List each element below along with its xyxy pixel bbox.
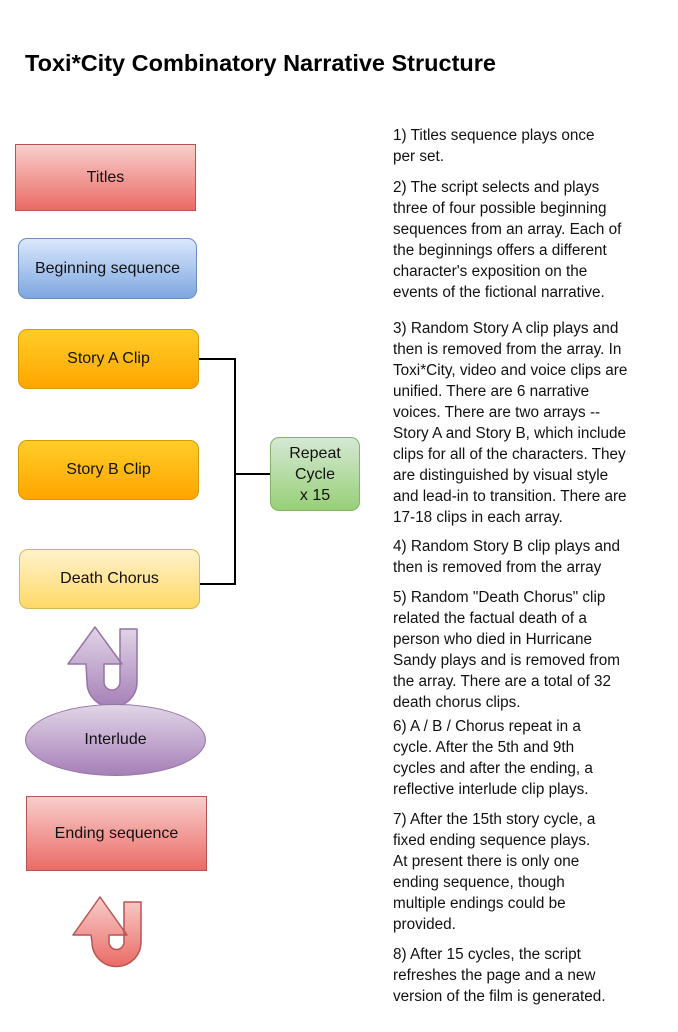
red-u-turn-arrow-icon [73, 897, 141, 967]
note-line: related the factual death of a [393, 610, 587, 627]
note-line: cycle. After the 5th and 9th [393, 739, 575, 756]
note-line: 6) A / B / Chorus repeat in a [393, 718, 581, 735]
titles-label: Titles [86, 168, 125, 186]
story-b-clip-node [18, 440, 199, 500]
note-line: fixed ending sequence plays. [393, 832, 591, 849]
story-a-clip-node [18, 329, 199, 389]
note-3 [393, 318, 627, 528]
note-line: 8) After 15 cycles, the script [393, 946, 581, 963]
note-line: multiple endings could be [393, 895, 566, 912]
note-line: sequences from an array. Each of [393, 221, 622, 238]
ending-sequence-node [26, 796, 207, 871]
note-line: per set. [393, 148, 445, 165]
note-line: are distinguished by visual style [393, 467, 609, 484]
note-7 [393, 809, 595, 935]
note-line: and lead-in to transition. There are [393, 488, 627, 505]
purple-u-turn-arrow-icon [68, 627, 137, 707]
titles-node [15, 144, 196, 211]
note-line: 4) Random Story B clip plays and [393, 538, 621, 555]
note-line: clips for all of the characters. They [393, 446, 626, 463]
note-line: character's exposition on the [393, 263, 588, 280]
ending-sequence-label: Ending sequence [54, 824, 179, 842]
note-line: death chorus clips. [393, 694, 521, 711]
interlude-label: Interlude [84, 731, 147, 748]
note-line: Toxi*City, video and voice clips are [393, 362, 628, 379]
death-chorus-node [19, 549, 200, 609]
interlude-node [25, 704, 206, 776]
note-line: voices. There are two arrays -- [393, 404, 601, 421]
repeat-cycle-node [270, 437, 360, 511]
note-line: unified. There are 6 narrative [393, 383, 590, 400]
note-line: Story A and Story B, which include [393, 425, 626, 442]
repeat-cycle-line: Cycle [294, 465, 335, 483]
note-line: the beginnings offers a different [393, 242, 607, 259]
note-6 [393, 716, 593, 800]
note-line: 5) Random "Death Chorus" clip [393, 589, 606, 606]
note-line: events of the fictional narrative. [393, 284, 605, 301]
beginning-sequence-node [18, 238, 197, 299]
note-line: the array. There are a total of 32 [393, 673, 611, 690]
page-title: Toxi*City Combinatory Narrative Structure [25, 50, 496, 76]
note-line: reflective interlude clip plays. [393, 781, 589, 798]
note-line: 17-18 clips in each array. [393, 509, 563, 526]
repeat-cycle-line: Repeat [289, 444, 341, 462]
note-line: Sandy plays and is removed from [393, 652, 621, 669]
beginning-sequence-label: Beginning sequence [34, 259, 180, 277]
note-line: 2) The script selects and plays [393, 179, 600, 196]
note-2 [393, 177, 621, 303]
note-line: cycles and after the ending, a [393, 760, 593, 777]
note-line: provided. [393, 916, 456, 933]
note-line: At present there is only one [393, 853, 580, 870]
note-4 [393, 536, 620, 578]
repeat-cycle-line: x 15 [299, 486, 331, 504]
note-1 [393, 125, 595, 167]
story-b-clip-label: Story B Clip [66, 461, 151, 478]
note-line: version of the film is generated. [393, 988, 606, 1005]
note-line: 3) Random Story A clip plays and [393, 320, 619, 337]
note-line: then is removed from the array. In [393, 341, 622, 358]
note-line: refreshes the page and a new [393, 967, 596, 984]
note-line: 7) After the 15th story cycle, a [393, 811, 596, 828]
note-line: three of four possible beginning [393, 200, 607, 217]
story-a-clip-label: Story A Clip [67, 350, 150, 367]
cycle-bracket [199, 359, 235, 584]
note-line: person who died in Hurricane [393, 631, 592, 648]
note-line: then is removed from the array [393, 559, 602, 576]
death-chorus-label: Death Chorus [60, 570, 159, 587]
note-5 [393, 587, 620, 713]
note-line: 1) Titles sequence plays once [393, 127, 595, 144]
note-8 [393, 944, 606, 1007]
note-line: ending sequence, though [393, 874, 565, 891]
